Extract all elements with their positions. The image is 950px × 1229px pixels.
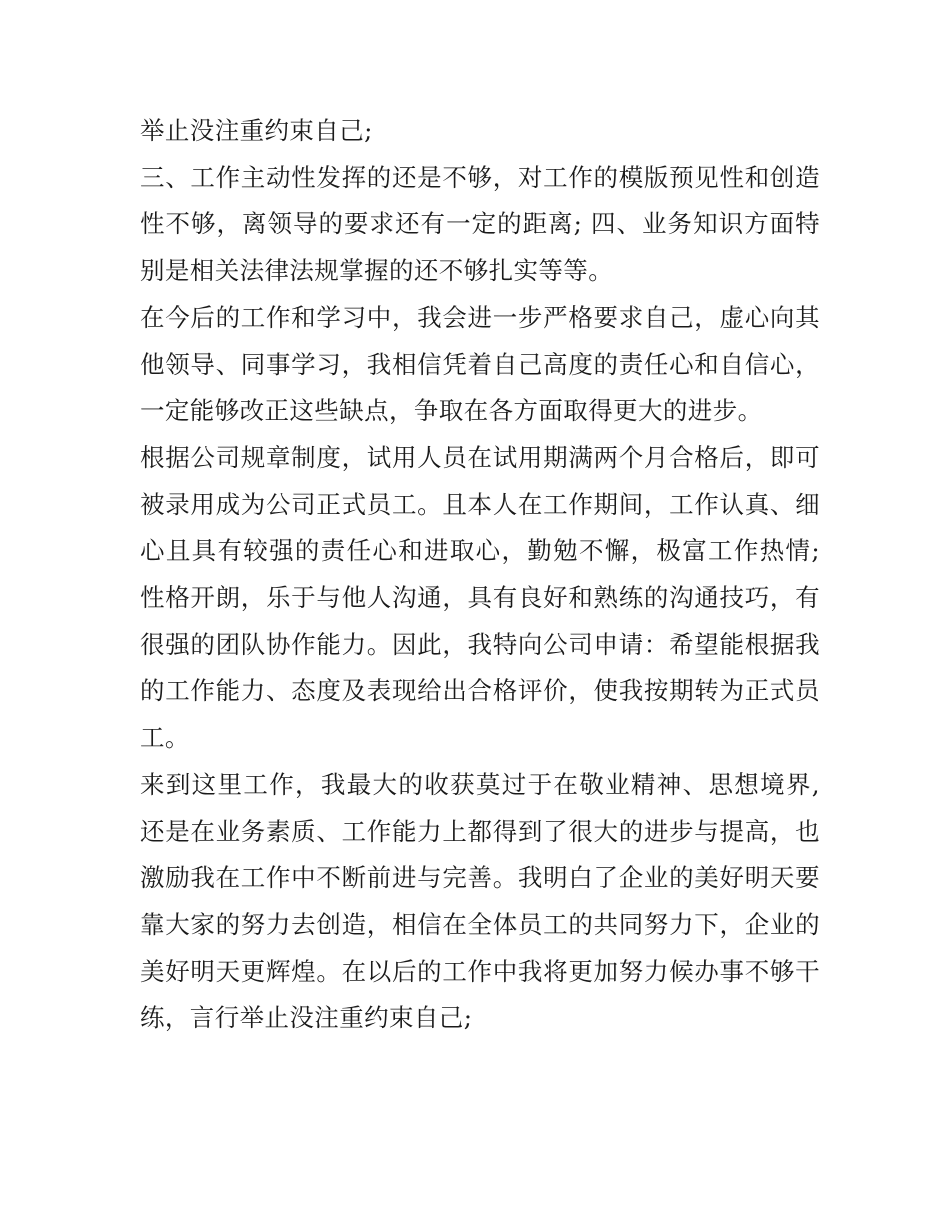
paragraph-4: 根据公司规章制度，试用人员在试用期满两个月合格后，即可被录用成为公司正式员工。且本人在工作期间，工作认真、细心且具有较强的责任心和进取心，勤勉不懈，极富工作热情;性格开朗，乐于与他人沟通，具有良好和熟练的沟通技巧，有很强的团队协作能力。因此，我特向公司申请：希望能根据我的工作能力、态度及表现给出合格评价，使我按期转为正式员工。 (140, 442, 820, 753)
document-body (140, 108, 820, 1042)
paragraph-5: 来到这里工作，我最大的收获莫过于在敬业精神、思想境界, 还是在业务素质、工作能力上都得到了很大的进步与提高，也激励我在工作中不断前进与完善。我明白了企业的美好明天要靠大家的努力去创造，相信在全体员工的共同努力下，企业的美好明天更辉煌。在以后的工作中我将更加努力候办事不够干练，言行举止没注重约束自己; (140, 769, 820, 1033)
paragraph-2: 三、工作主动性发挥的还是不够，对工作的模版预见性和创造性不够，离领导的要求还有一定的距离; 四、业务知识方面特别是相关法律法规掌握的还不够扎实等等。 (140, 162, 820, 286)
paragraph-1: 举止没注重约束自己; (140, 116, 373, 145)
paragraph-3: 在今后的工作和学习中，我会进一步严格要求自己，虚心向其他领导、同事学习，我相信凭着自己高度的责任心和自信心，一定能够改正这些缺点，争取在各方面取得更大的进步。 (140, 302, 820, 426)
